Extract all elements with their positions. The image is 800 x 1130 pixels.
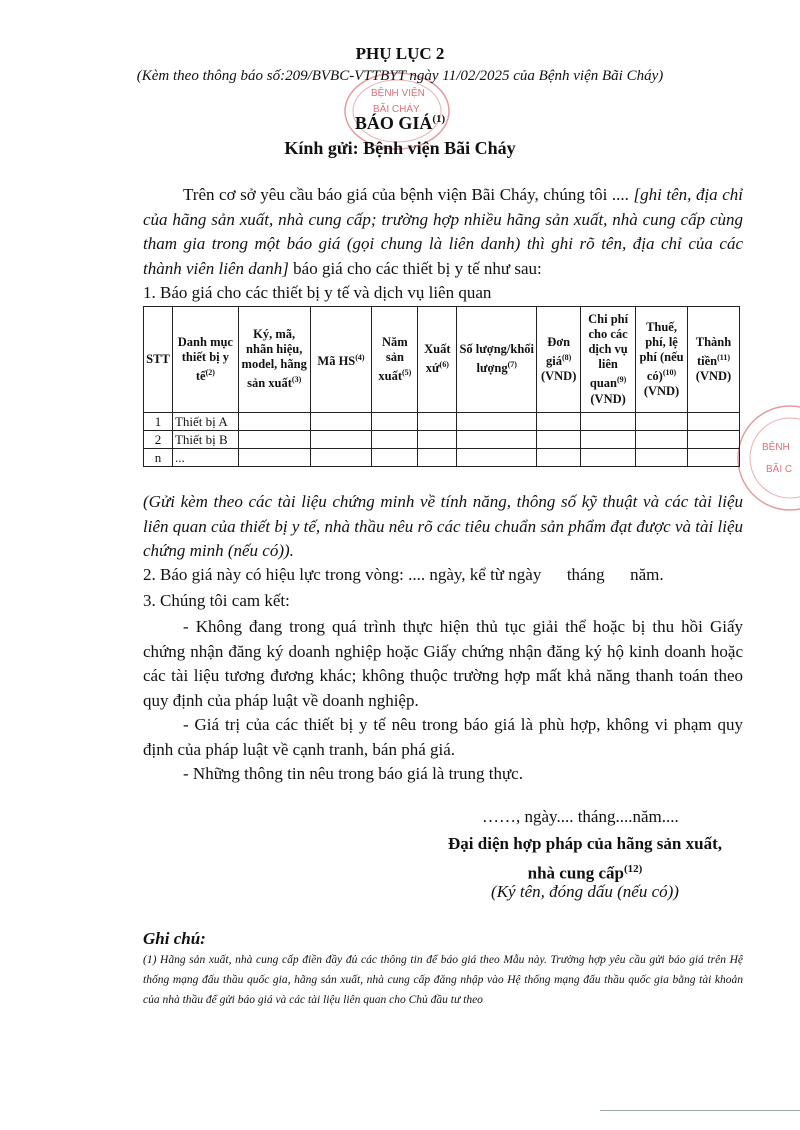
row-item: ... [172, 449, 238, 467]
row-item: Thiết bị B [172, 431, 238, 449]
notes-title: Ghi chú: [143, 929, 206, 948]
bottom-rule [600, 1110, 800, 1111]
commitment-item: - Không đang trong quá trình thực hiện thủ tục giải thể hoặc bị thu hồi Giấy chứng nhận đăng ký doanh nghiệp hoặc Giấy chứng nhận đăng ký hộ kinh doanh hoặc các tài liệu tương đương khác; không thuộc trường hợp mất khả năng thanh toán theo quy định của pháp luật về doanh nghiệp. [143, 617, 743, 710]
intro-paragraph [143, 183, 743, 281]
commitment-item: - Những thông tin nêu trong báo giá là trung thực. [183, 764, 523, 783]
row-stt: n [144, 449, 173, 467]
appendix-title: PHỤ LỤC 2 [355, 44, 445, 63]
row-stt: 1 [144, 413, 173, 431]
quote-table [143, 306, 740, 467]
attachment-note: (Gửi kèm theo các tài liệu chứng minh về tính năng, thông số kỹ thuật và các tài liệu liên quan của thiết bị y tế, nhà thầu nêu rõ các tiêu chuẩn sản phẩm đạt được và tài liệu chứng minh (nếu có)). [143, 492, 743, 560]
section-1-heading: 1. Báo giá cho các thiết bị y tế và dịch vụ liên quan [143, 283, 492, 302]
header-hs-code: Mã HS$^{(4)}$ [310, 307, 372, 413]
intro-tail: báo giá cho các thiết bị y tế như sau: [288, 258, 542, 278]
header-service-cost: Chi phí cho các dịch vụ liên quan$^{(9)}$ (VND) [581, 307, 636, 413]
table-row [144, 449, 740, 467]
validity-line: 2. Báo giá này có hiệu lực trong vòng: .... ngày, kể từ ngày tháng năm. [143, 565, 664, 584]
representative-line-1: Đại diện hợp pháp của hãng sản xuất, [448, 834, 722, 853]
commitment-item: - Giá trị của các thiết bị y tế nêu trong báo giá là phù hợp, không vi phạm quy định của pháp luật về cạnh tranh, bán phá giá. [143, 715, 743, 759]
stamp-line-1: BỆNH VIỆN [371, 88, 425, 99]
intro-lead: Trên cơ sở yêu cầu báo giá của bệnh viện Bãi Cháy, chúng tôi .... [183, 185, 634, 204]
header-model: Ký, mã, nhãn hiệu, model, hãng sản xuất$^{(3)}$ [238, 307, 310, 413]
quote-title-text: BÁO GIÁ [354, 113, 433, 133]
footnote-1: (1) Hãng sản xuất, nhà cung cấp điền đầy đủ các thông tin để báo giá theo Mẫu này. Trường hợp yêu cầu gửi báo giá trên Hệ thống mạng đấu thầu quốc gia, hãng sản xuất, nhà cung cấp đăng nhập vào Hệ thống mạng đấu thầu quốc gia bằng tài khoản của nhà thầu để gửi báo giá và các tài liệu liên quan cho Chủ đầu tư theo [143, 954, 743, 1006]
commitment-heading: 3. Chúng tôi cam kết: [143, 591, 290, 610]
representative-block [420, 832, 750, 886]
quote-title-note: (1) [432, 113, 446, 125]
intro-italic: [ghi tên, địa chỉ của hãng sản xuất, nhà cung cấp; trường hợp nhiều hãng sản xuất, nhà cung cấp cùng tham gia trong một báo giá (gọi chung là liên danh) thì ghi rõ tên, địa chỉ của các thành viên liên danh] [143, 185, 743, 278]
stamp-line-2: BÃI CHÁY [373, 104, 420, 115]
header-tax: Thuế, phí, lệ phí (nếu có)$^{(10)}$ (VND) [636, 307, 688, 413]
signature-hint: (Ký tên, đóng dấu (nếu có)) [491, 882, 679, 901]
table-row [144, 431, 740, 449]
edge-stamp-line-1: BỆNH [762, 442, 790, 453]
row-stt: 2 [144, 431, 173, 449]
header-origin: Xuất xứ$^{(6)}$ [418, 307, 457, 413]
table-row [144, 413, 740, 431]
header-quantity: Số lượng/khối lượng$^{(7)}$ [457, 307, 537, 413]
quote-title [0, 113, 800, 134]
header-year: Năm sản xuất$^{(5)}$ [372, 307, 418, 413]
commitment-list [143, 615, 743, 787]
row-item: Thiết bị A [172, 413, 238, 431]
representative-line-2: nhà cung cấp [527, 863, 625, 883]
header-total: Thành tiền$^{(11)}$ (VND) [687, 307, 739, 413]
edge-stamp-line-2: BÃI C [766, 464, 793, 475]
header-stt: STT [144, 307, 173, 413]
reference-line: (Kèm theo thông báo số:209/BVBC-VTTBYT ngày 11/02/2025 của Bệnh viện Bãi Cháy) [136, 68, 664, 84]
table-header-row [144, 307, 740, 413]
addressee: Kính gửi: Bệnh viện Bãi Cháy [284, 138, 516, 158]
date-line: ……, ngày.... tháng....năm.... [482, 807, 679, 826]
representative-note: (12) [624, 862, 643, 875]
header-item: Danh mục thiết bị y tế$^{(2)}$ [172, 307, 238, 413]
header-unit-price: Đơn giá$^{(8)}$ (VND) [537, 307, 581, 413]
